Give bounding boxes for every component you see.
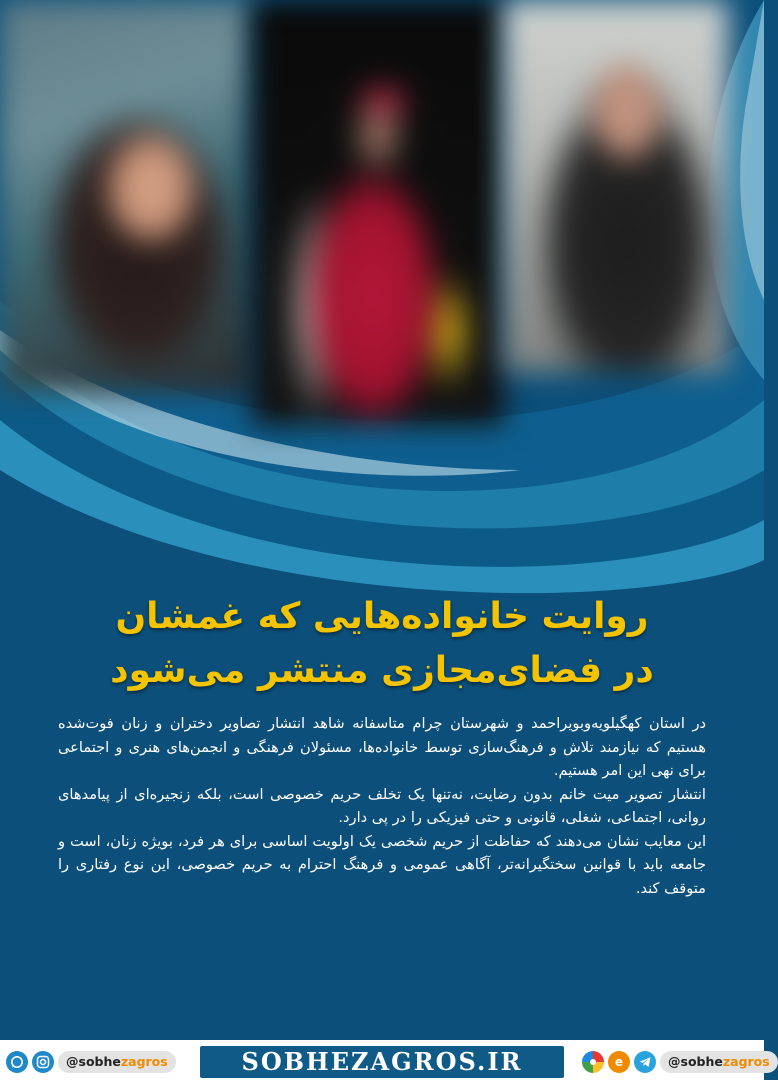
headline-line-2: در فضای‌مجازی منتشر می‌شود <box>110 650 654 691</box>
website-label[interactable]: SOBHEZAGROS.IR <box>200 1046 564 1078</box>
telegram-icon[interactable] <box>634 1051 656 1073</box>
social-handle-left[interactable]: @sobhezagros <box>58 1051 176 1073</box>
blurred-photo-center <box>252 0 504 425</box>
whatsapp-icon[interactable] <box>6 1051 28 1073</box>
headline-line-1: روایت خانواده‌هایی که غمشان <box>115 596 649 637</box>
instagram-icon[interactable] <box>32 1051 54 1073</box>
social-right <box>582 1049 778 1075</box>
social-left <box>6 1049 176 1075</box>
article-body <box>58 712 706 900</box>
blurred-photo-left <box>0 0 252 392</box>
headline <box>60 590 704 698</box>
paragraph-3: این معایب نشان می‌دهند که حفاظت از حریم شخصی یک اولویت اساسی برای هر فرد، بویژه زنان، است و جامعه باید با قوانین سختگیرانه‌تر، آگاهی عمومی و فرهنگ احترام به حریم خصوصی، این نوع رفتاری را متوقف کند. <box>58 832 706 897</box>
paragraph-1: در استان کهگیلویه‌وبویراحمد و شهرستان چرام متاسفانه شاهد انتشار تصاویر دختران و زنان فوت‌شده هستیم که نیازمند تلاش و فرهنگ‌سازی توسط خانواده‌ها، مسئولان فرهنگی و انجمن‌های هنری و اجتماعی برای نهی این امر هستیم. <box>58 715 706 779</box>
rubika-icon[interactable] <box>582 1051 604 1073</box>
eitaa-icon[interactable]: e <box>608 1051 630 1073</box>
blurred-photo-right <box>504 0 728 372</box>
paragraph-2: انتشار تصویر میت خانم بدون رضایت، نه‌تنها یک تخلف حریم خصوصی است، بلکه زنجیره‌ای از پیامدهای روانی، اجتماعی، شغلی، قانونی و حتی فیزیکی را در پی دارد. <box>58 785 706 826</box>
social-handle-right[interactable]: @sobhezagros <box>660 1051 778 1073</box>
